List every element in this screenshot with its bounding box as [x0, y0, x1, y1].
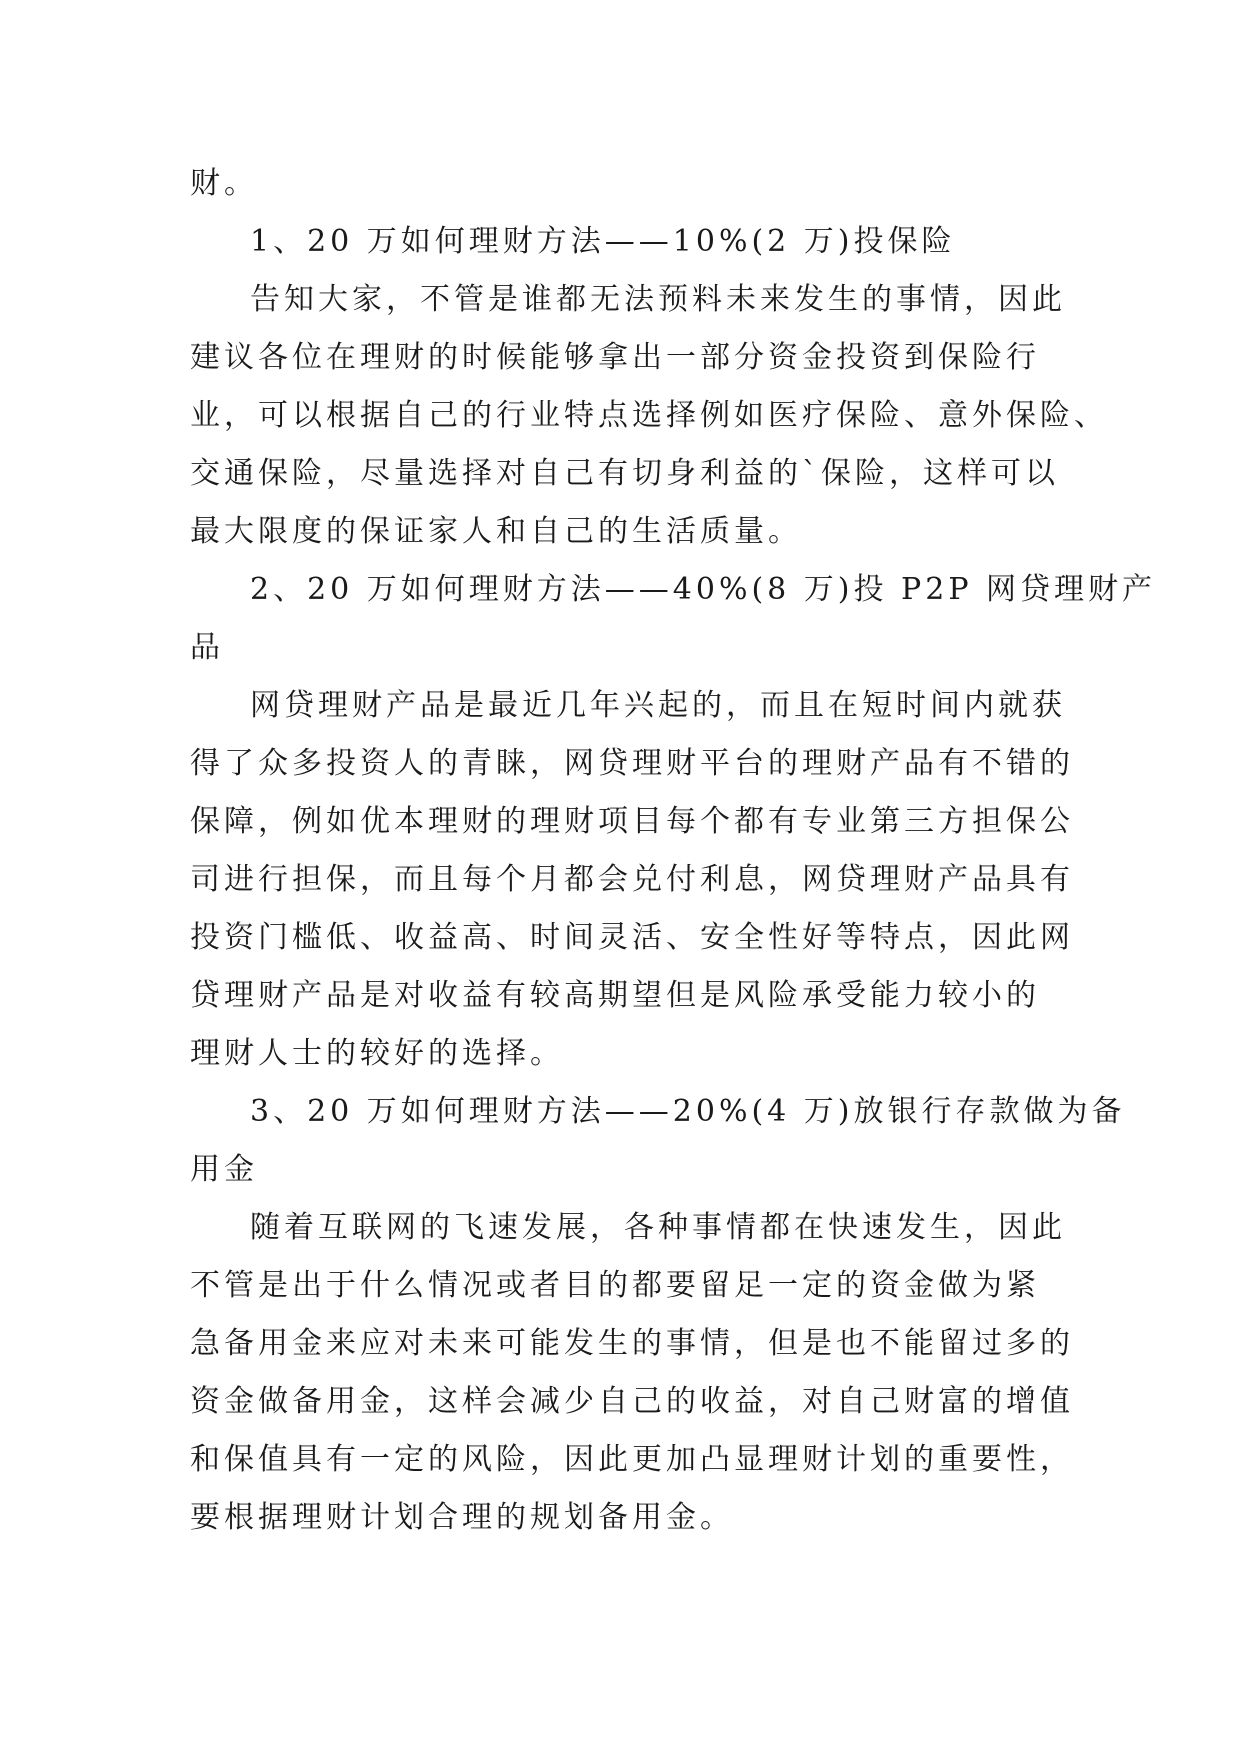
text-line: 网贷理财产品是最近几年兴起的，而且在短时间内就获 — [250, 688, 1066, 723]
text-line: 理财人士的较好的选择。 — [190, 1036, 564, 1071]
text-line: 交通保险，尽量选择对自己有切身利益的`保险，这样可以 — [190, 456, 1059, 491]
text-line: 3、20 万如何理财方法——20%(4 万)放银行存款做为备 — [250, 1094, 1126, 1129]
text-line: 资金做备用金，这样会减少自己的收益，对自己财富的增值 — [190, 1384, 1074, 1419]
text-line: 用金 — [190, 1152, 258, 1187]
text-line: 最大限度的保证家人和自己的生活质量。 — [190, 514, 802, 549]
text-line: 品 — [190, 630, 224, 665]
text-line: 1、20 万如何理财方法——10%(2 万)投保险 — [250, 224, 956, 259]
document-body — [190, 155, 1157, 1547]
text-line: 司进行担保，而且每个月都会兑付利息，网贷理财产品具有 — [190, 862, 1074, 897]
text-line: 得了众多投资人的青睐，网贷理财平台的理财产品有不错的 — [190, 746, 1074, 781]
text-line: 告知大家，不管是谁都无法预料未来发生的事情，因此 — [250, 282, 1066, 317]
text-line: 保障，例如优本理财的理财项目每个都有专业第三方担保公 — [190, 804, 1074, 839]
text-line: 贷理财产品是对收益有较高期望但是风险承受能力较小的 — [190, 978, 1040, 1013]
text-line: 和保值具有一定的风险，因此更加凸显理财计划的重要性， — [190, 1442, 1074, 1477]
text-line: 建议各位在理财的时候能够拿出一部分资金投资到保险行 — [190, 340, 1040, 375]
text-line: 投资门槛低、收益高、时间灵活、安全性好等特点，因此网 — [190, 920, 1074, 955]
text-line: 不管是出于什么情况或者目的都要留足一定的资金做为紧 — [190, 1268, 1040, 1303]
text-line: 随着互联网的飞速发展，各种事情都在快速发生，因此 — [250, 1210, 1066, 1245]
text-line: 财。 — [190, 166, 258, 201]
text-line: 急备用金来应对未来可能发生的事情，但是也不能留过多的 — [190, 1326, 1074, 1361]
text-line: 要根据理财计划合理的规划备用金。 — [190, 1500, 734, 1535]
text-line: 业，可以根据自己的行业特点选择例如医疗保险、意外保险、 — [190, 398, 1108, 433]
text-line: 2、20 万如何理财方法——40%(8 万)投 P2P 网贷理财产 — [250, 572, 1157, 607]
